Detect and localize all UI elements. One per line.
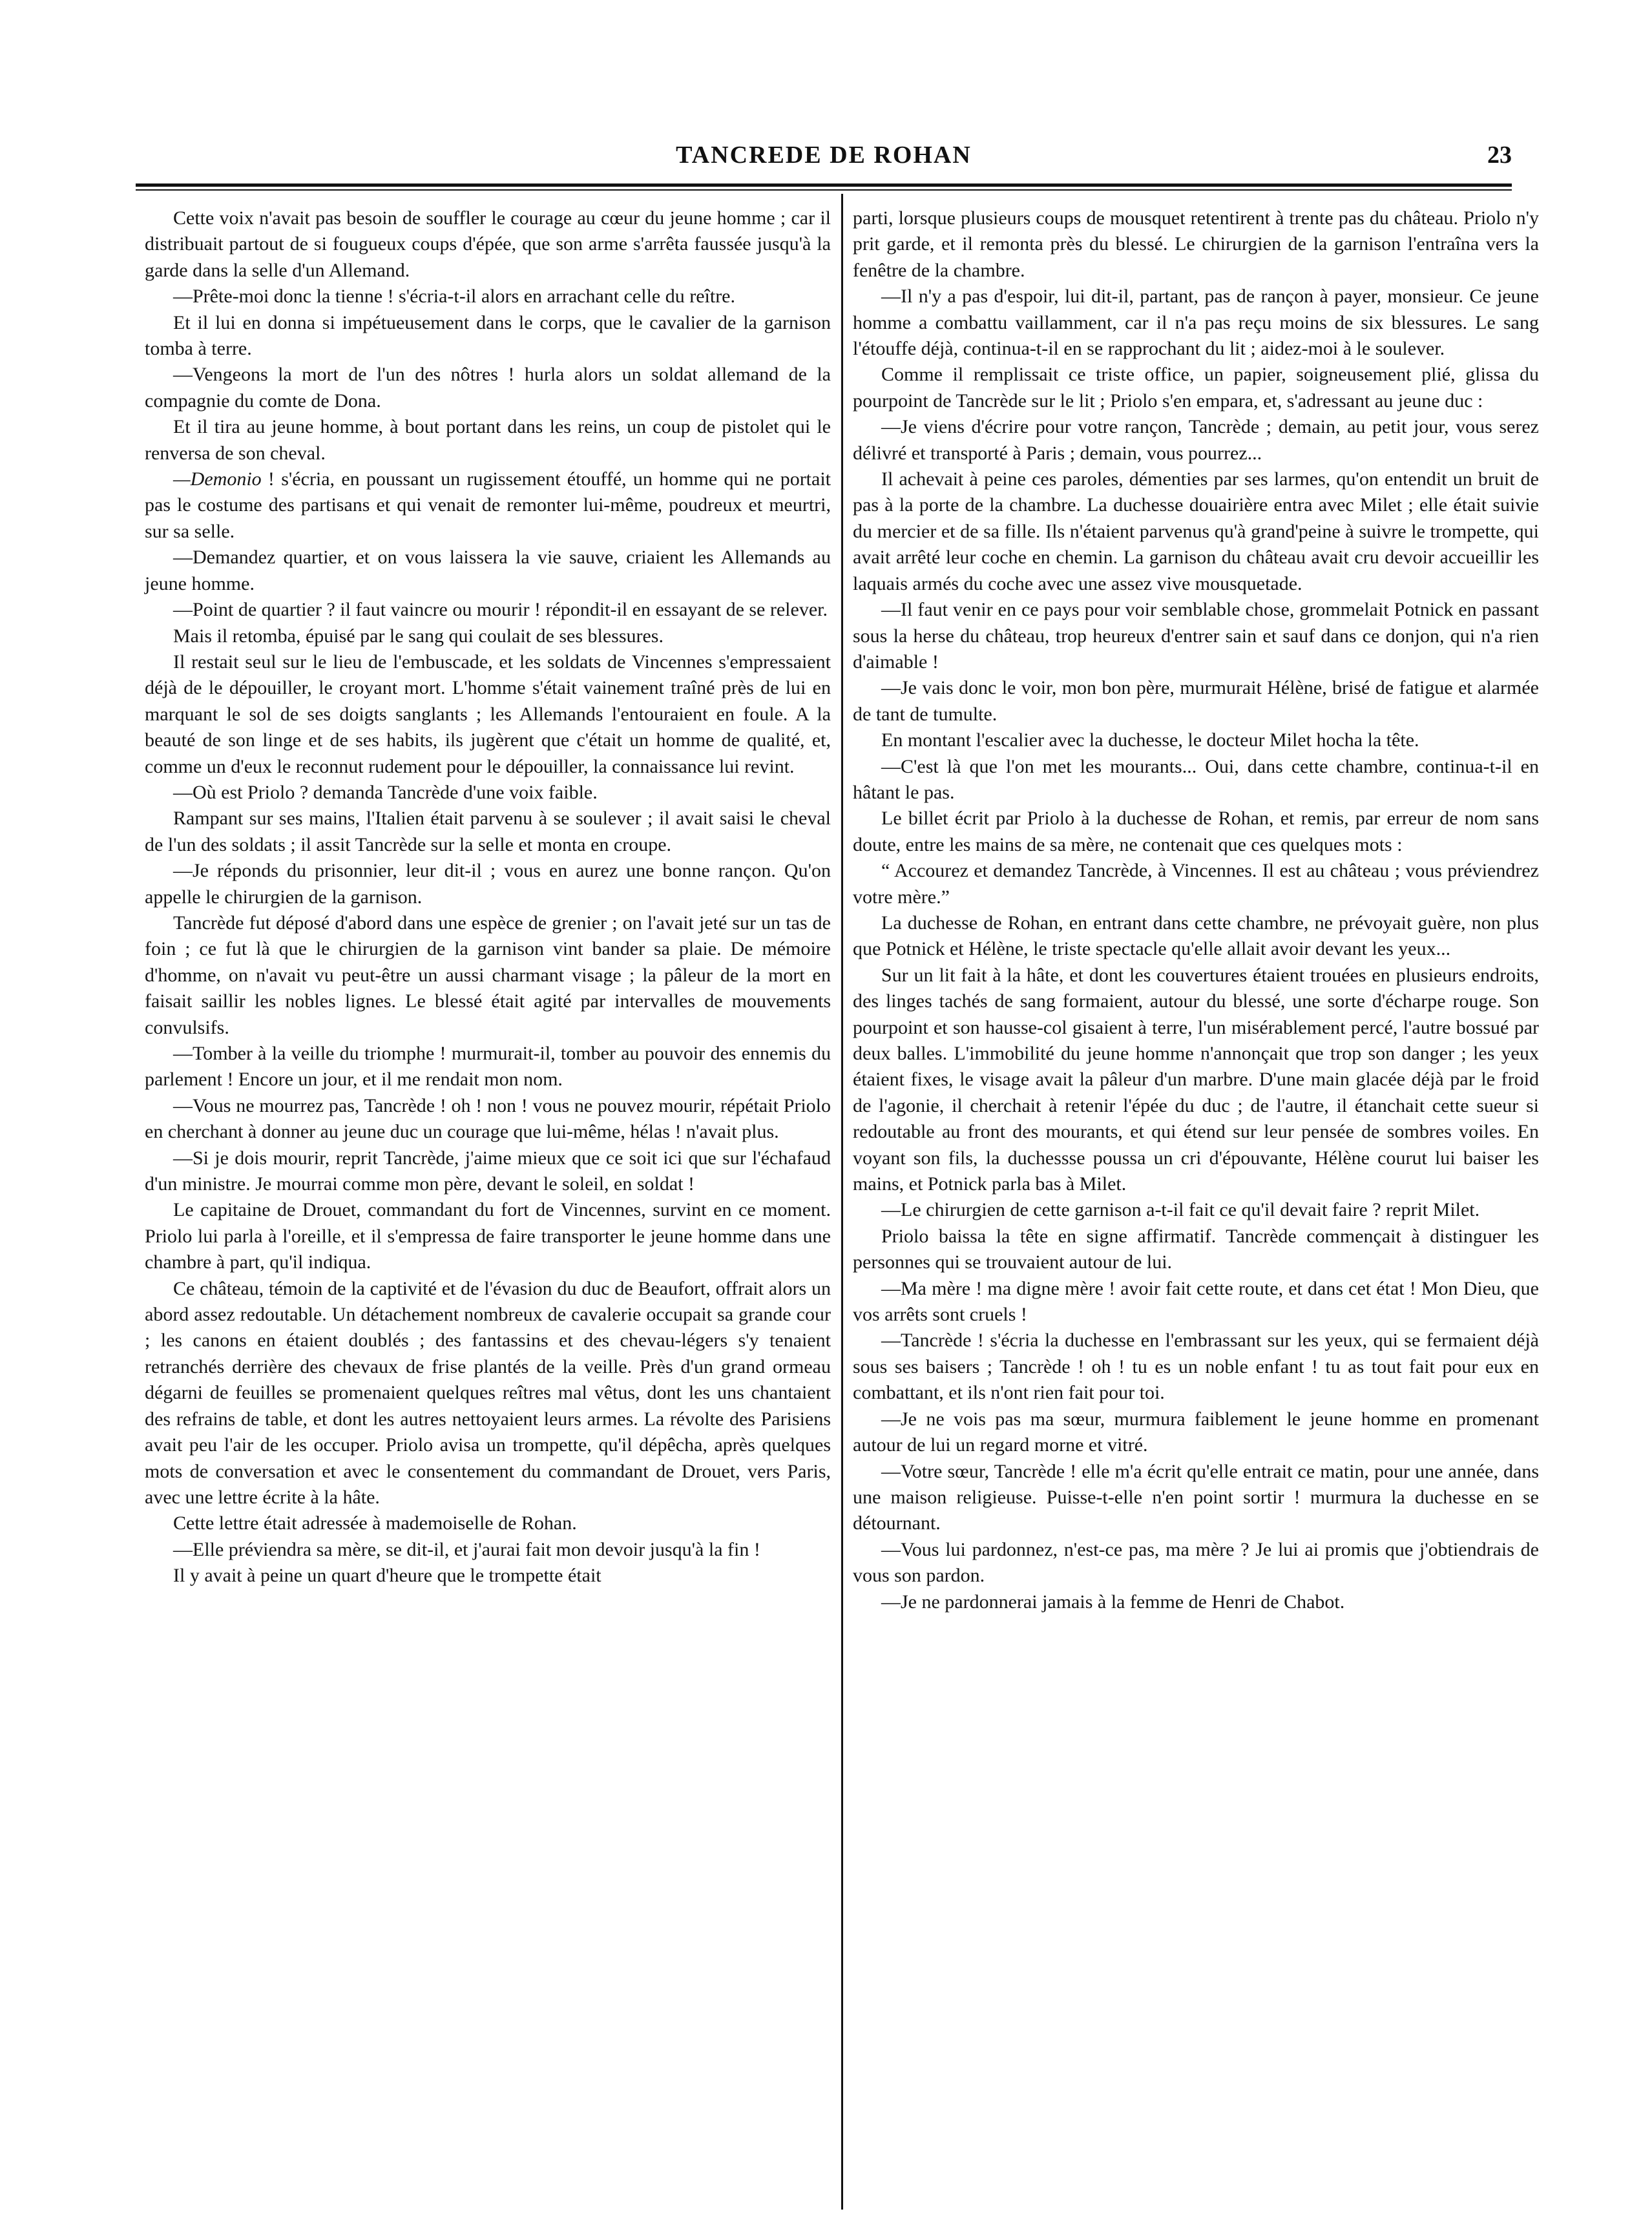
paragraph: —Tomber à la veille du triomphe ! murmurait-il, tomber au pouvoir des ennemis du parlement ! Encore un jour, et il me rendait mon nom.: [145, 1043, 831, 1091]
header-rule-thin: [136, 189, 1512, 191]
paragraph: Il y avait à peine un quart d'heure que le trompette était: [173, 1565, 601, 1587]
paragraph: —Je viens d'écrire pour votre rançon, Tancrède ; demain, au petit jour, vous serez délivré et transporté à Paris ; demain, vous pourrez...: [853, 416, 1539, 464]
paragraph: Tancrède fut déposé d'abord dans une espèce de grenier ; on l'avait jeté sur un tas de foin ; ce fut là que le chirurgien de la garnison vint bander sa plaie. De mémoire d'homme, on n'avait vu peut-être un aussi charmant visage ; la pâleur de la mort en faisait saillir les nobles lignes. Le blessé était agité par intervalles de mouvements convulsifs.: [145, 912, 831, 1038]
paragraph: Le capitaine de Drouet, commandant du fort de Vincennes, survint en ce moment. Priolo lui parla à l'oreille, et il s'empressa de faire transporter le jeune homme dans une chambre à part, qu'il indiqua.: [145, 1199, 831, 1273]
paragraph-text: ! s'écria, en poussant un rugissement étouffé, un homme qui ne portait pas le costume des partisans et qui venait de remonter lui-même, poudreux et meurtri, sur sa selle.: [145, 468, 831, 542]
paragraph: —Elle préviendra sa mère, se dit-il, et j'aurai fait mon devoir jusqu'à la fin !: [173, 1538, 760, 1560]
paragraph: —Si je dois mourir, reprit Tancrède, j'aime mieux que ce soit ici que sur l'échafaud d'un ministre. Je mourrai comme mon père, devant le soleil, en soldat !: [145, 1147, 831, 1195]
paragraph: Priolo baissa la tête en signe affirmatif. Tancrède commençait à distinguer les personnes qui se trouvaient autour de lui.: [853, 1225, 1539, 1273]
paragraph: —Votre sœur, Tancrède ! elle m'a écrit qu'elle entrait ce matin, pour une année, dans une maison religieuse. Puisse-t-elle n'en point sortir ! murmura la duchesse en se détournant.: [853, 1460, 1539, 1534]
paragraph: Le billet écrit par Priolo à la duchesse de Rohan, et remis, par erreur de nom sans doute, entre les mains de sa mère, ne contenait que ces quelques mots :: [853, 808, 1539, 855]
paragraph: —Le chirurgien de cette garnison a-t-il fait ce qu'il devait faire ? reprit Milet.: [881, 1199, 1480, 1221]
paragraph: —Ma mère ! ma digne mère ! avoir fait cette route, et dans cet état ! Mon Dieu, que vos arrêts sont cruels !: [853, 1277, 1539, 1326]
paragraph: —Je ne vois pas ma sœur, murmura faiblement le jeune homme en promenant autour de lui un regard morne et vitré.: [853, 1408, 1539, 1456]
running-title: TANCREDE DE ROHAN: [676, 141, 972, 169]
column-divider: [841, 194, 843, 2210]
paragraph: —Point de quartier ? il faut vaincre ou mourir ! répondit-il en essayant de se relever.: [173, 599, 828, 621]
paragraph: —Où est Priolo ? demanda Tancrède d'une voix faible.: [173, 781, 598, 803]
paragraph: —Vengeons la mort de l'un des nôtres ! hurla alors un soldat allemand de la compagnie du comte de Dona.: [145, 364, 831, 412]
paragraph: En montant l'escalier avec la duchesse, le docteur Milet hocha la tête.: [881, 729, 1419, 751]
paragraph: —Demandez quartier, et on vous laissera la vie sauve, criaient les Allemands au jeune homme.: [145, 547, 831, 594]
italic-word: —Demonio: [173, 468, 262, 490]
paragraph: Ce château, témoin de la captivité et de l'évasion du duc de Beaufort, offrait alors un abord assez redoutable. Un détachement nombreux de cavalerie occupait sa grande cour ; les canons en étaient doublés ; des fantassins et des chevau-légers s'y tenaient retranchés derrière des chevaux de frise plantés de la veille. Près d'un grand ormeau dégarni de feuilles se promenaient quelques reîtres mal vêtus, dont les uns chantaient des refrains de table, et dont les autres nettoyaient leurs armes. La révolte des Parisiens avait peu l'air de les occuper. Priolo avisa un trompette, qu'il dépêcha, après quelques mots de conversation et avec le consentement du commandant de Drouet, vers Paris, avec une lettre écrite à la hâte.: [145, 1277, 831, 1508]
paragraph: Rampant sur ses mains, l'Italien était parvenu à se soulever ; il avait saisi le cheval de l'un des soldats ; il assit Tancrède sur la selle et monta en croupe.: [145, 808, 831, 855]
paragraph: Sur un lit fait à la hâte, et dont les couvertures étaient trouées en plusieurs endroits, des linges tachés de sang formaient, autour du blessé, une sorte d'écharpe rouge. Son pourpoint et son hausse-col gisaient à terre, l'un misérablement percé, l'autre bossué par deux balles. L'immobilité du jeune homme n'annonçait que trop son danger ; les yeux étaient fixes, le visage avait la pâleur d'un marbre. D'une main glacée déjà par le froid de l'agonie, il cherchait à retenir l'épée du duc ; de l'autre, il étanchait cette sueur si redoutable au front des mourants, et qui étend sur leur pensée de sombres voiles. En voyant son fils, la duchessse poussa un cri d'épouvante, Hélène courut lui baiser les mains, et Potnick parla bas à Milet.: [853, 964, 1539, 1195]
paragraph: Il restait seul sur le lieu de l'embuscade, et les soldats de Vincennes s'empressaient déjà de le dépouiller, le croyant mort. L'homme s'était vainement traîné près de lui en marquant le sol de ses doigts sanglants ; les Allemands l'entouraient en foule. A la beauté de son linge et de ses habits, ils jugèrent que c'était un homme de qualité, et, comme un d'eux le reconnut rudement pour le dépouiller, la connaissance lui revint.: [145, 651, 831, 777]
paragraph: [145, 466, 831, 545]
paragraph: La duchesse de Rohan, en entrant dans cette chambre, ne prévoyait guère, non plus que Potnick et Hélène, le triste spectacle qu'elle allait avoir devant les yeux...: [853, 912, 1539, 960]
right-column: [853, 205, 1539, 1615]
paragraph: —Je vais donc le voir, mon bon père, murmurait Hélène, brisé de fatigue et alarmée de tant de tumulte.: [853, 677, 1539, 725]
paragraph: —Je réponds du prisonnier, leur dit-il ; vous en aurez une bonne rançon. Qu'on appelle le chirurgien de la garnison.: [145, 860, 831, 908]
header-rule-thick: [136, 183, 1512, 187]
paragraph: —Il n'y a pas d'espoir, lui dit-il, partant, pas de rançon à payer, monsieur. Ce jeune homme a combattu vaillamment, car il n'a pas reçu moins de six blessures. Le sang l'étouffe déjà, continua-t-il en se rapprochant du lit ; aidez-moi à le soulever.: [853, 286, 1539, 360]
paragraph: —Vous ne mourrez pas, Tancrède ! oh ! non ! vous ne pouvez mourir, répétait Priolo en cherchant à donner au jeune duc un courage que lui-même, hélas ! n'avait plus.: [145, 1094, 831, 1143]
paragraph: —C'est là que l'on met les mourants... Oui, dans cette chambre, continua-t-il en hâtant le pas.: [853, 755, 1539, 803]
paragraph: —Il faut venir en ce pays pour voir semblable chose, grommelait Potnick en passant sous la herse du château, trop heureux d'entrer sain et sauf dans ce donjon, qui n'a rien d'aimable !: [853, 599, 1539, 673]
paragraph: “ Accourez et demandez Tancrède, à Vincennes. Il est au château ; vous préviendrez votre mère.”: [853, 860, 1539, 908]
paragraph: Cette voix n'avait pas besoin de souffler le courage au cœur du jeune homme ; car il distribuait partout de si fougueux coups d'épée, que son arme s'arrêta faussée jusqu'à la garde dans la selle d'un Allemand.: [145, 207, 831, 281]
paragraph: Il achevait à peine ces paroles, démenties par ses larmes, qu'on entendit un bruit de pas à la porte de la chambre. La duchesse douairière entra avec Milet ; elle était suivie du mercier et de sa fille. Ils n'étaient parvenus qu'à grand'peine à suivre le trompette, qui avait arrêté leur coche en chemin. La garnison du château avait cru devoir accueillir les laquais armés du coche avec une assez vive mousquetade.: [853, 468, 1539, 594]
paragraph: —Tancrède ! s'écria la duchesse en l'embrassant sur les yeux, qui se fermaient déjà sous ses baisers ; Tancrède ! oh ! tu es un noble enfant ! tu as tout fait pour eux en combattant, et ils n'ont rien fait pour toi.: [853, 1330, 1539, 1404]
paragraph: Et il lui en donna si impétueusement dans le corps, que le cavalier de la garnison tomba à terre.: [145, 311, 831, 360]
paragraph: Cette lettre était adressée à mademoiselle de Rohan.: [173, 1512, 577, 1534]
paragraph: Mais il retomba, épuisé par le sang qui coulait de ses blessures.: [173, 625, 664, 647]
paragraph: Et il tira au jeune homme, à bout portant dans les reins, un coup de pistolet qui le renversa de son cheval.: [145, 416, 831, 464]
page-number: 23: [1487, 141, 1512, 169]
paragraph: —Prête-moi donc la tienne ! s'écria-t-il alors en arrachant celle du reître.: [173, 286, 735, 308]
page-header: [136, 141, 1512, 181]
paragraph: —Vous lui pardonnez, n'est-ce pas, ma mère ? Je lui ai promis que j'obtiendrais de vous son pardon.: [853, 1538, 1539, 1587]
paragraph: —Je ne pardonnerai jamais à la femme de Henri de Chabot.: [881, 1591, 1345, 1613]
paragraph: parti, lorsque plusieurs coups de mousquet retentirent à trente pas du château. Priolo n'y prit garde, et il remonta près du blessé. Le chirurgien de la garnison l'entraîna vers la fenêtre de la chambre.: [853, 207, 1539, 281]
paragraph: Comme il remplissait ce triste office, un papier, soigneusement plié, glissa du pourpoint de Tancrède sur le lit ; Priolo s'en empara, et, s'adressant au jeune duc :: [853, 364, 1539, 412]
left-column: [145, 205, 831, 1589]
